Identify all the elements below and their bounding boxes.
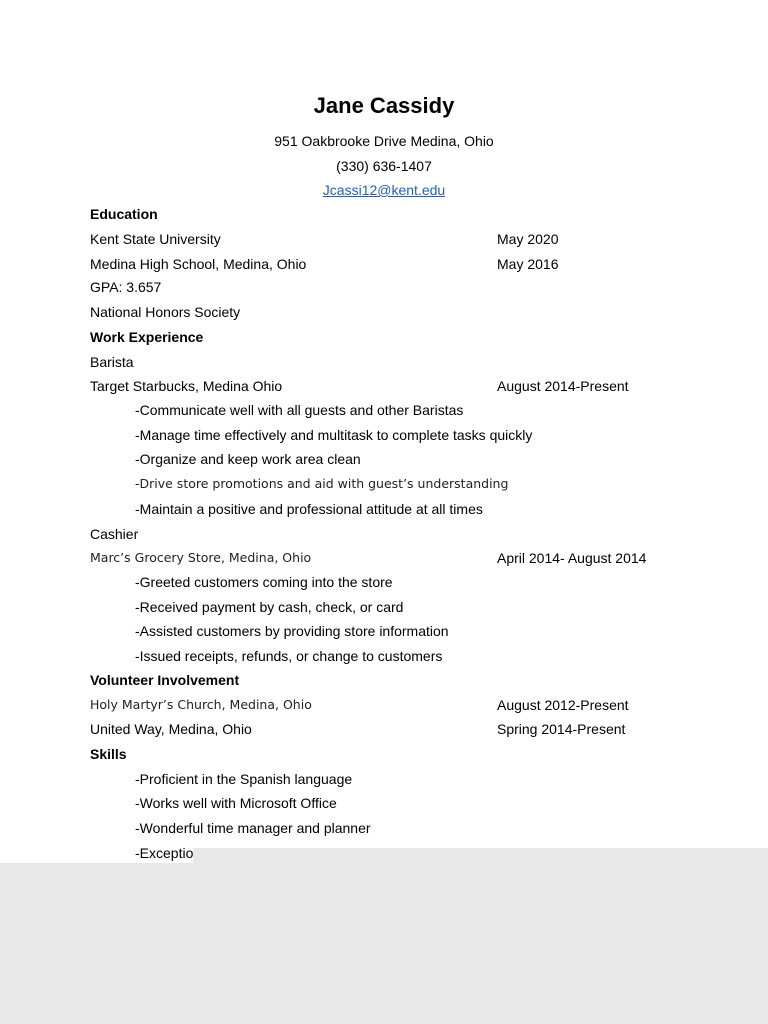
job-employer: Marc’s Grocery Store, Medina, Ohio	[90, 550, 312, 565]
education-school: Kent State University	[90, 231, 221, 247]
job-bullet: -Greeted customers coming into the store	[135, 574, 393, 590]
section-heading-skills: Skills	[90, 746, 127, 762]
contact-email	[0, 180, 768, 200]
volunteer-date: Spring 2014-Present	[497, 721, 626, 737]
job-bullet: -Organize and keep work area clean	[135, 451, 361, 467]
education-school: Medina High School, Medina, Ohio	[90, 256, 307, 272]
education-honors: National Honors Society	[90, 304, 241, 320]
job-title: Barista	[90, 354, 134, 370]
volunteer-org: United Way, Medina, Ohio	[90, 721, 252, 737]
job-bullet: -Received payment by cash, check, or card	[135, 599, 404, 615]
gray-overlay-tab	[193, 848, 768, 863]
email-link[interactable]: Jcassi12@kent.edu	[322, 182, 446, 198]
section-heading-volunteer: Volunteer Involvement	[90, 672, 240, 688]
education-date: May 2016	[497, 256, 559, 272]
job-bullet: -Drive store promotions and aid with guest’s understanding	[135, 476, 509, 491]
skill-item: -Works well with Microsoft Office	[135, 795, 337, 811]
skill-item: -Proficient in the Spanish language	[135, 771, 353, 787]
job-bullet: -Manage time effectively and multitask to complete tasks quickly	[135, 427, 533, 443]
resume-name: Jane Cassidy	[313, 93, 455, 118]
job-bullet: -Communicate well with all guests and other Baristas	[135, 402, 464, 418]
job-bullet: -Issued receipts, refunds, or change to customers	[135, 648, 443, 664]
section-heading-work: Work Experience	[90, 329, 204, 345]
education-date: May 2020	[497, 231, 559, 247]
skill-item-clipped: -Exceptio	[135, 845, 194, 861]
job-date: August 2014-Present	[497, 378, 629, 394]
contact-phone: (330) 636-1407	[336, 158, 432, 174]
volunteer-date: August 2012-Present	[497, 697, 629, 713]
job-title: Cashier	[90, 526, 139, 542]
contact-address: 951 Oakbrooke Drive Medina, Ohio	[274, 133, 494, 149]
job-date: April 2014- August 2014	[497, 550, 647, 566]
skill-item: -Wonderful time manager and planner	[135, 820, 371, 836]
gray-overlay-panel	[0, 863, 768, 1024]
section-heading-education: Education	[90, 206, 158, 222]
job-bullet: -Maintain a positive and professional attitude at all times	[135, 501, 483, 517]
volunteer-org: Holy Martyr’s Church, Medina, Ohio	[90, 697, 312, 712]
job-bullet: -Assisted customers by providing store information	[135, 623, 449, 639]
education-gpa: GPA: 3.657	[90, 279, 162, 295]
job-employer: Target Starbucks, Medina Ohio	[90, 378, 283, 394]
